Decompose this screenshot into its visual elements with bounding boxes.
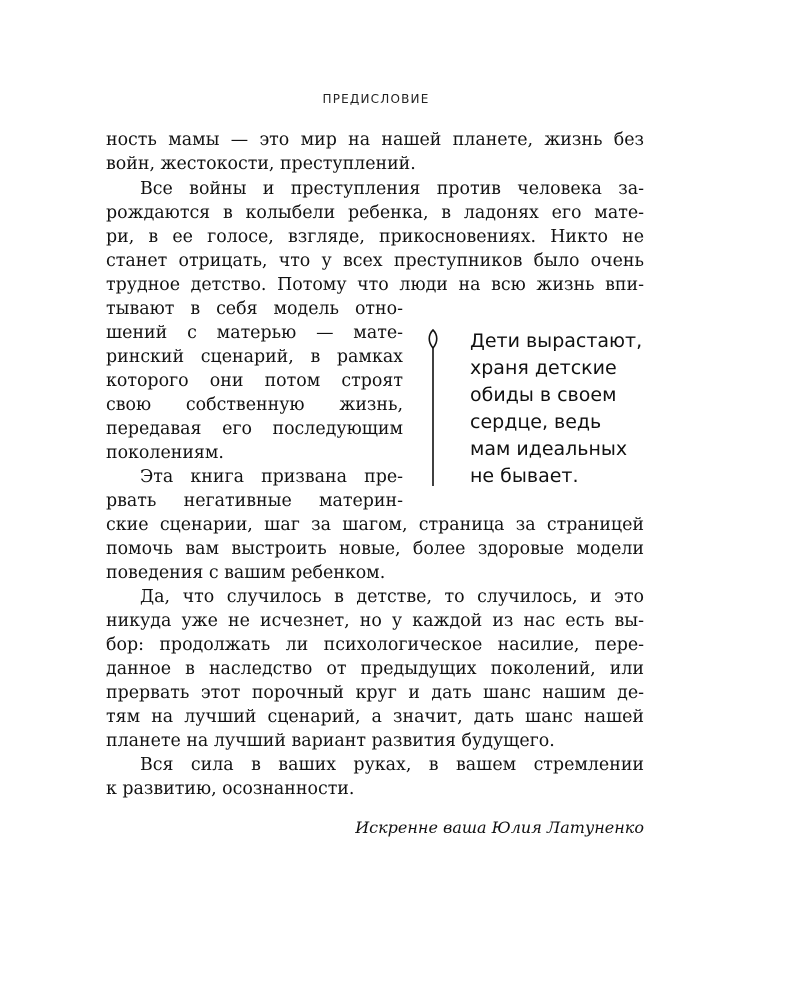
body-line: планете на лучший вариант развития будущего. [106,731,555,751]
body-line: поколениям. [106,443,224,463]
body-line: ринский сценарий, в рамках [106,347,403,367]
body-line: поведения с вашим ребенком. [106,563,386,583]
body-line: рождаются в колыбели ребенка, в ладонях его мате- [106,203,644,223]
pull-quote [470,328,670,490]
body-line: тывают в себя модель отно- [106,299,403,319]
body-line: Все войны и преступления против человека за- [140,179,644,199]
body-line: ские сценарии, шаг за шагом, страница за страницей [106,515,644,535]
pull-quote-line: сердце, ведь [470,411,602,433]
body-line: бор: продолжать ли психологическое насилие, пере- [106,635,644,655]
body-line: тям на лучший сценарий, а значит, дать шанс нашей [106,707,644,727]
pull-quote-line: мам идеальных [470,438,628,460]
body-line: войн, жестокости, преступлений. [106,154,416,174]
pull-quote-line: Дети вырастают, [470,330,643,352]
body-line: к развитию, осознанности. [106,779,355,799]
body-line: ность мамы — это мир на нашей планете, жизнь без [106,130,644,150]
body-line: помочь вам выстроить новые, более здоровые модели [106,539,644,559]
body-line: которого они потом строят [106,371,403,391]
pull-quote-rule [425,326,441,488]
body-line: никуда уже не исчезнет, но у каждой из нас есть вы- [106,611,644,631]
body-line: станет отрицать, что у всех преступников было очень [106,251,644,271]
signature: Искренне ваша Юлия Латуненко [355,818,644,837]
body-line: Да, что случилось в детстве, то случилось, и это [140,587,644,607]
running-head: ПРЕДИСЛОВИЕ [322,92,430,106]
pull-quote-line: храня детские [470,357,617,379]
pull-quote-line: не бывает. [470,465,579,487]
body-line: ри, в ее голосе, взгляде, прикосновениях. Никто не [106,227,644,247]
body-line: шений с матерью — мате- [106,323,403,343]
body-line: трудное детство. Потому что люди на всю жизнь впи- [106,275,644,295]
pull-quote-line: обиды в своем [470,384,617,406]
body-line: прервать этот порочный круг и дать шанс нашим де- [106,683,644,703]
body-line: Вся сила в ваших руках, в вашем стремлении [140,755,644,775]
body-line: свою собственную жизнь, [106,395,403,415]
leaf-ornament-icon [429,330,437,348]
body-line: передавая его последующим [106,419,403,439]
body-line: Эта книга призвана пре- [140,467,403,487]
body-line: данное в наследство от предыдущих поколений, или [106,659,644,679]
body-line: рвать негативные материн- [106,491,403,511]
